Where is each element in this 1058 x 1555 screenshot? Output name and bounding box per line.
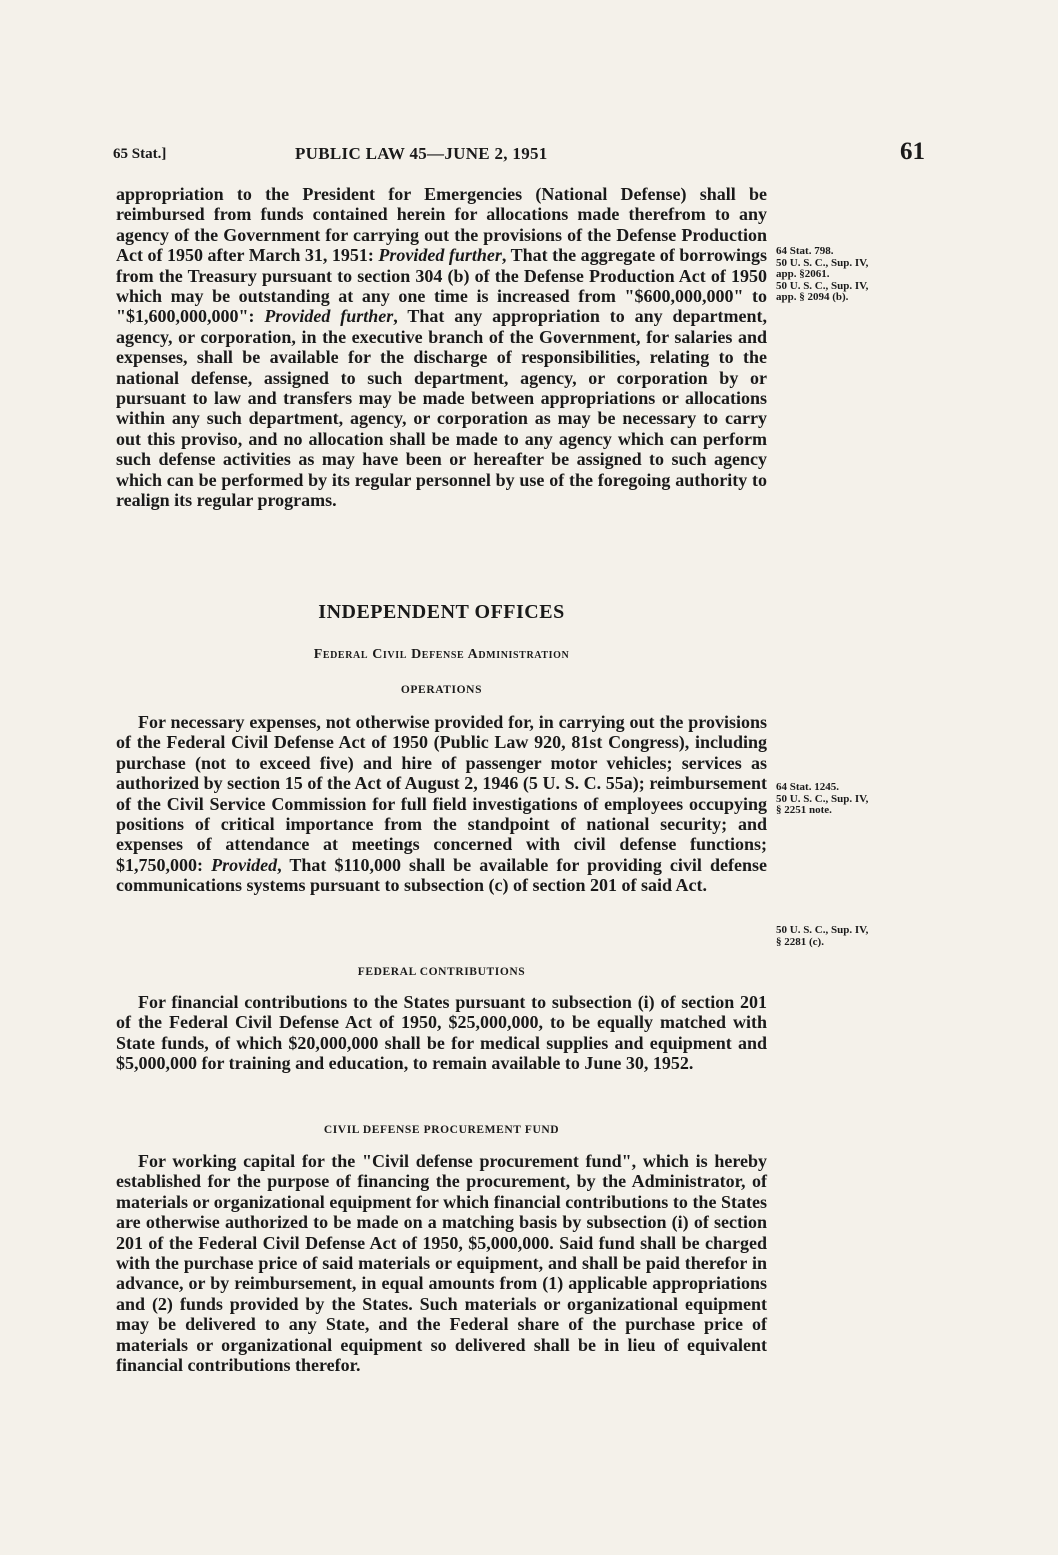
paragraph-appropriation [116,184,767,511]
section-heading: INDEPENDENT OFFICES [318,601,565,623]
subsection-heading: OPERATIONS [400,684,483,696]
proviso-label: Provided further [264,306,394,327]
proviso-label: Provided [211,854,278,875]
subsection-heading: CIVIL DEFENSE PROCUREMENT FUND [323,1124,560,1136]
proviso-label: Provided further [378,245,502,266]
subsection-heading: FEDERAL CONTRIBUTIONS [357,966,526,978]
paragraph-text: , That the aggregate of borrowings from the Treasury pursuant to section 304 (b) of the Defense Production Act of 1950 which may be outstanding at any one time is increased from "$600,000,000" to "$1,600,000,000": [116,245,768,327]
paragraph-operations [116,712,767,896]
margin-citation: 50 U. S. C., Sup. IV, § 2281 (c). [776,924,869,948]
paragraph-text: , That $110,000 shall be available for providing civil defense communications systems pursuant to subsection (c) of section 201 of said Act. [116,854,767,896]
paragraph-text: For necessary expenses, not otherwise provided for, in carrying out the provisions of the Federal Civil Defense Act of 1950 (Public Law 920, 81st Congress), including purchase (not to exceed five) and hire of passenger motor vehicles; services as authorized by section 15 of the Act of August 2, 1946 (5 U. S. C. 55a); reimbursement of the Civil Service Commission for full field investigations of employees occupying positions of critical importance from the standpoint of national security; and expenses of attendance at meetings concerned with civil defense functions; $1,750,000: [116,712,767,875]
paragraph-federal-contributions [116,992,767,1074]
page-header [113,138,925,178]
running-title: PUBLIC LAW 45—JUNE 2, 1951 [295,144,548,163]
volume-reference: 65 Stat.] [113,146,167,162]
agency-heading: Federal Civil Defense Administration [313,647,570,662]
margin-citation: 64 Stat. 798. 50 U. S. C., Sup. IV, app. §2061. 50 U. S. C., Sup. IV, app. § 2094 (b). [776,245,869,303]
paragraph-text: For financial contributions to the States pursuant to subsection (i) of section 201 of the Federal Civil Defense Act of 1950, $25,000,000, to be equally matched with State funds, of which $20,000,000 shall be for medical supplies and equipment and $5,000,000 for training and education, to remain available to June 30, 1952. [116,992,767,1074]
page-number: 61 [900,138,925,165]
paragraph-text: appropriation to the President for Emergencies (National Defense) shall be reimbursed from funds contained herein for allocations made therefrom to any agency of the Government for carrying out the provisions of the Defense Production Act of 1950 after March 31, 1951: [116,184,767,266]
paragraph-procurement-fund [116,1151,767,1375]
paragraph-text: , That any appropriation to any department, agency, or corporation, in the executive branch of the Government, for salaries and expenses, shall be available for the discharge of responsibilities, relating to the national defense, assigned to such department, agency, or corporation by or pursuant to law and transfers may be made between appropriations or allocations within any such department, agency, or corporation as may be necessary to carry out this proviso, and no allocation shall be made to any agency which can perform such defense activities as may have been or hereafter be assigned to such agency which can be performed by its regular personnel by use of the foregoing authority to realign its regular programs. [116,306,767,511]
margin-citation: 64 Stat. 1245. 50 U. S. C., Sup. IV, § 2251 note. [776,781,869,816]
paragraph-text: For working capital for the "Civil defense procurement fund", which is hereby established for the purpose of financing the procurement, by the Administrator, of materials or organizational equipment for which financial contributions to the States are otherwise authorized to be made on a matching basis by subsection (i) of section 201 of the Federal Civil Defense Act of 1950, $5,000,000. Said fund shall be charged with the purchase price of said materials or equipment, and shall be paid therefor in advance, or by reimbursement, in equal amounts from (1) applicable appropriations and (2) funds provided by the States. Such materials or organizational equipment may be delivered to any State, and the Federal share of the purchase price of materials or organizational equipment so delivered shall be in lieu of equivalent financial contributions therefor. [116,1151,767,1376]
